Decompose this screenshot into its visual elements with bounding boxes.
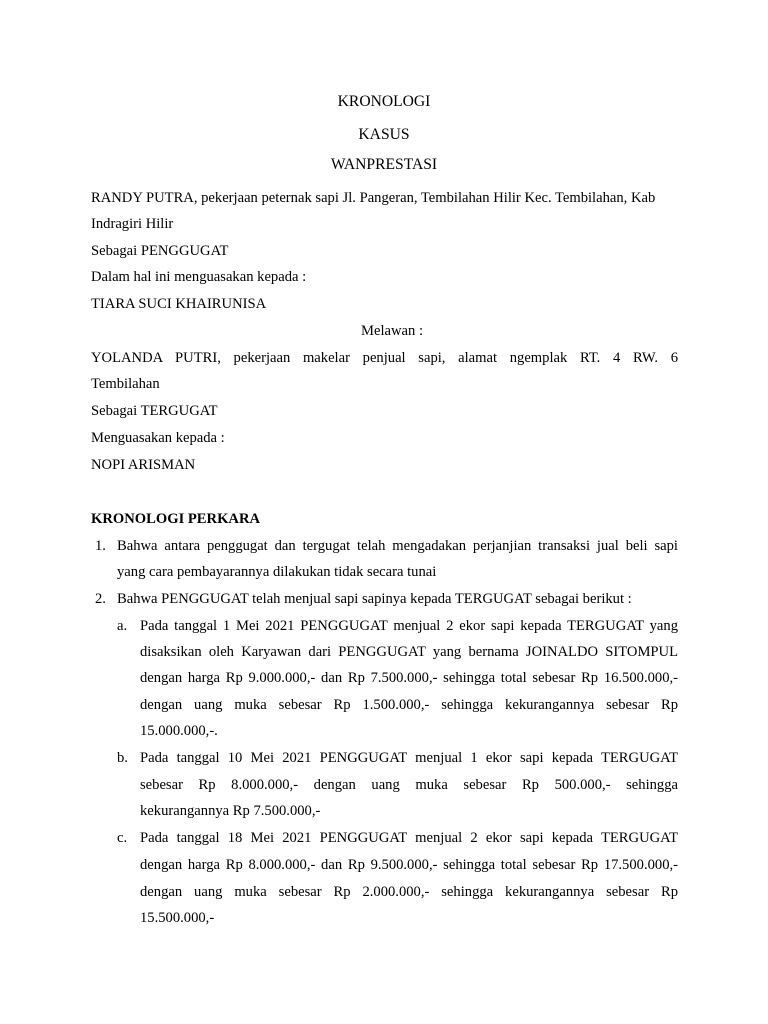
sub-a-marker: a. [117,618,128,634]
item-1-line-1: Bahwa antara penggugat dan tergugat telah mengadakan perjanjian transaksi jual beli sapi [117,538,678,554]
versus-label: Melawan : [361,323,424,339]
item-2-line-1: Bahwa PENGGUGAT telah menjual sapi sapinya kepada TERGUGAT sebagai berikut : [117,591,632,607]
plaintiff-role: Sebagai PENGGUGAT [91,243,229,259]
defendant-proxy-name: NOPI ARISMAN [91,457,196,473]
sub-c-line-3: dengan uang muka sebesar Rp 2.000.000,- sehingga kekurangannya sebesar Rp [140,884,678,900]
section-heading: KRONOLOGI PERKARA [91,511,261,527]
defendant-role: Sebagai TERGUGAT [91,403,218,419]
sub-a-line-2: disaksikan oleh Karyawan dari PENGGUGAT yang bernama JOINALDO SITOMPUL [140,644,678,660]
defendant-line-2: Tembilahan [91,376,160,392]
sub-c-line-4: 15.500.000,- [140,910,215,926]
plaintiff-proxy-name: TIARA SUCI KHAIRUNISA [91,296,267,312]
sub-a-line-4: dengan uang muka sebesar Rp 1.500.000,- sehingga kekurangannya sebesar Rp [140,697,678,713]
item-2-marker: 2. [95,591,106,607]
defendant-line-1: YOLANDA PUTRI, pekerjaan makelar penjual sapi, alamat ngemplak RT. 4 RW. 6 [91,350,678,366]
plaintiff-line-2: Indragiri Hilir [91,216,174,232]
sub-b-line-1: Pada tanggal 10 Mei 2021 PENGGUGAT menjual 1 ekor sapi kepada TERGUGAT [140,750,678,766]
sub-b-line-2: sebesar Rp 8.000.000,- dengan uang muka sebesar Rp 500.000,- sehingga [140,777,678,793]
sub-c-line-1: Pada tanggal 18 Mei 2021 PENGGUGAT menjual 2 ekor sapi kepada TERGUGAT [140,830,678,846]
sub-b-line-3: kekurangannya Rp 7.500.000,- [140,803,321,819]
item-1-marker: 1. [95,538,106,554]
title-line-1: KRONOLOGI [337,93,431,110]
sub-c-line-2: dengan harga Rp 8.000.000,- dan Rp 9.500.000,- sehingga total sebesar Rp 17.500.000,- [140,857,678,873]
item-1-line-2: yang cara pembayarannya dilakukan tidak secara tunai [117,564,437,580]
plaintiff-proxy-label: Dalam hal ini menguasakan kepada : [91,269,307,285]
sub-a-line-3: dengan harga Rp 9.000.000,- dan Rp 7.500.000,- sehingga total sebesar Rp 16.500.000,- [140,670,678,686]
title-line-3: WANPRESTASI [330,156,438,173]
sub-b-marker: b. [117,750,128,766]
defendant-proxy-label: Menguasakan kepada : [91,430,225,446]
sub-a-line-1: Pada tanggal 1 Mei 2021 PENGGUGAT menjual 2 ekor sapi kepada TERGUGAT yang [140,618,678,634]
sub-a-line-5: 15.000.000,-. [140,723,218,739]
plaintiff-line-1: RANDY PUTRA, pekerjaan peternak sapi Jl. Pangeran, Tembilahan Hilir Kec. Tembilahan, Kab [91,190,656,206]
title-line-2: KASUS [358,126,410,143]
sub-c-marker: c. [117,830,128,846]
